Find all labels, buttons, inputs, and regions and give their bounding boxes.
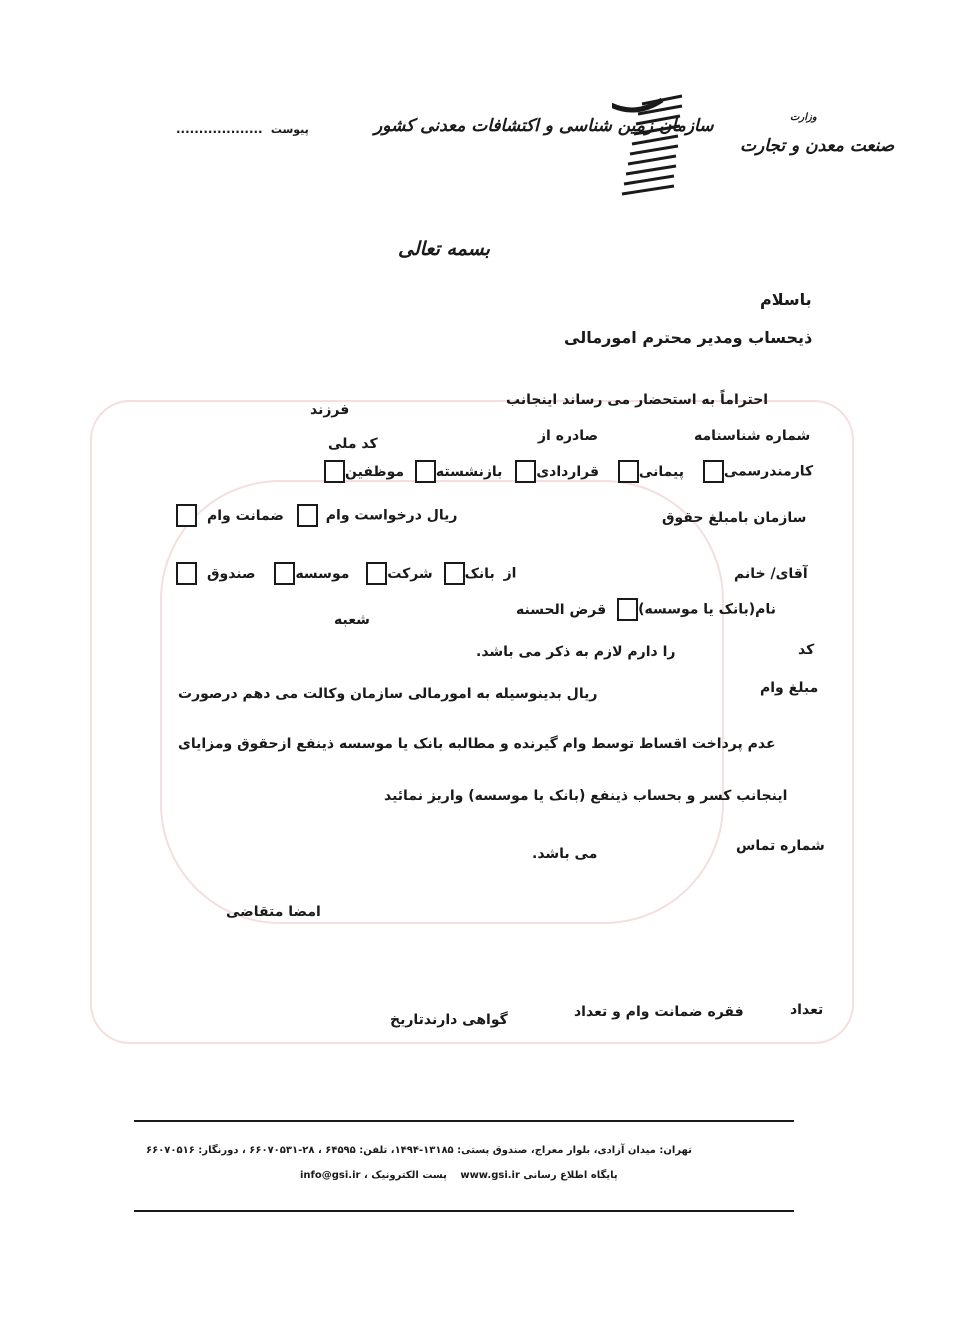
checkbox-contractual[interactable] <box>618 460 639 483</box>
salutation: باسلام <box>760 290 812 309</box>
footer-website: www.gsi.ir <box>460 1170 520 1181</box>
checkbox-guarantee[interactable] <box>176 504 197 527</box>
contact-suffix: می باشد. <box>532 846 598 862</box>
option-bank: بانک <box>464 565 495 582</box>
footer-email-label: پست الکترونیک <box>371 1170 447 1181</box>
option-institute: موسسه <box>295 565 350 582</box>
contact-label: شماره تماس <box>736 838 825 854</box>
qard-row <box>516 598 776 621</box>
code-suffix: را دارم لازم به ذکر می باشد. <box>476 644 676 660</box>
footer-bottom-rule <box>134 1210 794 1212</box>
option-retired: بازنشسته <box>435 463 503 480</box>
invocation: بسمه تعالی <box>398 238 490 260</box>
ministry-name: صنعت معدن و تجارت <box>740 136 895 156</box>
checkbox-institute[interactable] <box>274 562 295 585</box>
bank-name-label: نام(بانک یا موسسه) <box>638 601 776 618</box>
option-contractual: پیمانی <box>638 463 684 480</box>
checkbox-contract[interactable] <box>515 460 536 483</box>
attachment-dots: ................... <box>176 122 263 136</box>
branch-label: شعبه <box>334 612 370 628</box>
loan-request-row <box>176 504 458 527</box>
checkbox-qard[interactable] <box>617 598 638 621</box>
mr-mrs-label: آقای/ خانم <box>734 566 808 582</box>
checkbox-bank[interactable] <box>444 562 465 585</box>
loan-request-label: ریال درخواست وام <box>325 507 458 524</box>
option-fund: صندوق <box>207 565 256 582</box>
option-contract: قراردادی <box>536 463 600 480</box>
national-code-label: کد ملی <box>328 436 378 452</box>
from-label: از <box>503 565 517 582</box>
employment-type-label: کارمندرسمی <box>723 463 814 480</box>
option-company: شرکت <box>387 565 433 582</box>
org-salary-label: سازمان بامبلغ حقوق <box>662 510 807 526</box>
attachment-label: پیوست <box>270 123 309 136</box>
checkbox-company[interactable] <box>366 562 387 585</box>
issued-from-label: صادره از <box>538 428 599 444</box>
paragraph-line-3: اینجانب کسر و بحساب ذینفع (بانک یا موسسه) واریز نمائید <box>384 788 788 804</box>
organization-logo <box>612 90 692 198</box>
checkbox-loan-request[interactable] <box>297 504 318 527</box>
signature-label: امضا متقاضی <box>226 904 321 920</box>
watermark <box>160 480 724 924</box>
footer-website-label: پایگاه اطلاع رسانی <box>523 1170 618 1181</box>
certificate-label: گواهی دارندتاریخ <box>390 1012 508 1028</box>
authorize-line: ریال بدینوسیله به امورمالی سازمان وکالت می دهم درصورت <box>178 686 598 702</box>
lender-row <box>176 562 516 585</box>
footer-contact: info@gsi.ir ، پست الکترونیک www.gsi.ir پایگاه اطلاع رسانی <box>300 1170 618 1181</box>
paragraph-line-2: عدم پرداخت اقساط توسط وام گیرنده و مطالبه بانک یا موسسه ذینفع ازحقوق ومزایای <box>178 736 776 752</box>
count-guarantee-label: فقره ضمانت وام و تعداد <box>574 1004 744 1020</box>
qard-label: قرض الحسنه <box>516 601 607 618</box>
loan-amount-label: مبلغ وام <box>760 680 819 696</box>
checkbox-obligated[interactable] <box>324 460 345 483</box>
guarantee-label: ضمانت وام <box>207 507 284 524</box>
attachment-field <box>176 122 309 136</box>
code-label: کد <box>798 642 815 658</box>
checkbox-fund[interactable] <box>176 562 197 585</box>
footer-address: تهران: میدان آزادی، بلوار معراج، صندوق پستی: ۱۳۱۸۵-۱۴۹۴، تلفن: ۶۴۵۹۵ ، ۲۸-۶۶۰۷۰۵۳۱ ، دورنگار: ۶۶۰۷۰۵۱۶ <box>146 1145 692 1156</box>
checkbox-retired[interactable] <box>415 460 436 483</box>
id-number-label: شماره شناسنامه <box>694 428 811 444</box>
footer-email: info@gsi.ir <box>300 1170 361 1181</box>
employment-type-row <box>324 460 813 483</box>
child-of-label: فرزند <box>310 402 350 418</box>
option-obligated: موظفین <box>345 463 405 480</box>
intro-line: احتراماً به استحضار می رساند اینجانب <box>506 392 769 408</box>
footer-top-rule <box>134 1120 794 1122</box>
count-label: تعداد <box>790 1002 824 1018</box>
ministry-small-label: وزارت <box>790 112 817 123</box>
addressee: ذیحساب ومدیر محترم امورمالی <box>564 328 813 347</box>
checkbox-official[interactable] <box>703 460 724 483</box>
organization-name: سازمان زمین شناسی و اکتشافات معدنی کشور <box>374 116 714 136</box>
